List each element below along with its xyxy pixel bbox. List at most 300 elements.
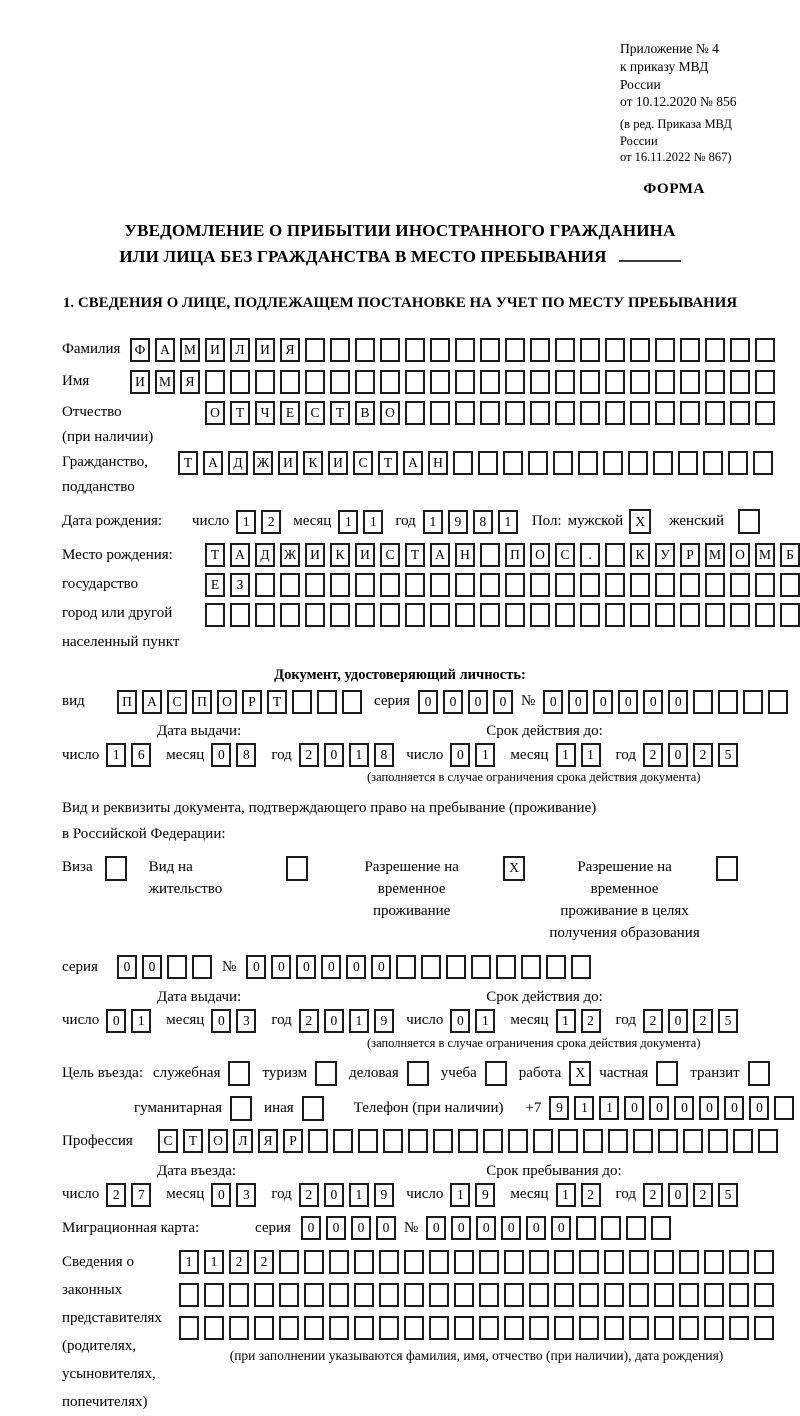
char-cell[interactable] <box>743 690 763 714</box>
char-cell[interactable] <box>504 1250 524 1274</box>
char-cell[interactable] <box>380 370 400 394</box>
char-cell[interactable]: Р <box>242 690 262 714</box>
char-cell[interactable]: 1 <box>599 1096 619 1120</box>
char-cell[interactable]: 9 <box>475 1183 495 1207</box>
char-cell[interactable] <box>558 1129 578 1153</box>
char-cell[interactable]: 1 <box>498 510 518 534</box>
char-cell[interactable]: 0 <box>142 955 162 979</box>
char-cell[interactable] <box>630 338 650 362</box>
char-cell[interactable] <box>279 1283 299 1307</box>
char-cell[interactable]: М <box>155 370 175 394</box>
char-cell[interactable] <box>679 1250 699 1274</box>
char-cell[interactable]: 0 <box>624 1096 644 1120</box>
char-cell[interactable]: Т <box>405 543 425 567</box>
char-cell[interactable] <box>405 573 425 597</box>
char-cell[interactable] <box>380 603 400 627</box>
char-cell[interactable] <box>430 338 450 362</box>
char-cell[interactable] <box>580 370 600 394</box>
char-cell[interactable]: И <box>130 370 150 394</box>
char-cell[interactable]: С <box>305 401 325 425</box>
char-cell[interactable] <box>230 603 250 627</box>
char-cell[interactable] <box>355 603 375 627</box>
char-cell[interactable]: Р <box>283 1129 303 1153</box>
char-cell[interactable]: Т <box>183 1129 203 1153</box>
char-cell[interactable] <box>680 603 700 627</box>
char-cell[interactable] <box>604 1316 624 1340</box>
char-cell[interactable] <box>533 1129 553 1153</box>
char-cell[interactable]: 0 <box>668 690 688 714</box>
char-cell[interactable]: 1 <box>204 1250 224 1274</box>
char-cell[interactable] <box>658 1129 678 1153</box>
char-cell[interactable]: 2 <box>643 743 663 767</box>
char-cell[interactable]: 3 <box>236 1009 256 1033</box>
char-cell[interactable] <box>354 1316 374 1340</box>
char-cell[interactable]: У <box>655 543 675 567</box>
char-cell[interactable] <box>768 690 788 714</box>
char-cell[interactable]: А <box>230 543 250 567</box>
char-cell[interactable] <box>479 1250 499 1274</box>
temp-residence-checkbox[interactable]: X <box>503 856 525 881</box>
char-cell[interactable] <box>479 1316 499 1340</box>
char-cell[interactable] <box>553 451 573 475</box>
char-cell[interactable]: 8 <box>374 743 394 767</box>
char-cell[interactable] <box>305 370 325 394</box>
char-cell[interactable]: Я <box>180 370 200 394</box>
char-cell[interactable] <box>383 1129 403 1153</box>
char-cell[interactable] <box>167 955 187 979</box>
char-cell[interactable]: 5 <box>718 1009 738 1033</box>
char-cell[interactable] <box>753 451 773 475</box>
char-cell[interactable] <box>458 1129 478 1153</box>
char-cell[interactable] <box>480 573 500 597</box>
char-cell[interactable]: 0 <box>450 743 470 767</box>
char-cell[interactable] <box>655 603 675 627</box>
char-cell[interactable]: А <box>403 451 423 475</box>
char-cell[interactable] <box>601 1216 621 1240</box>
char-cell[interactable]: 1 <box>236 510 256 534</box>
char-cell[interactable] <box>421 955 441 979</box>
char-cell[interactable]: 6 <box>131 743 151 767</box>
char-cell[interactable]: 7 <box>131 1183 151 1207</box>
char-cell[interactable]: Д <box>255 543 275 567</box>
char-cell[interactable] <box>480 543 500 567</box>
char-cell[interactable] <box>529 1250 549 1274</box>
char-cell[interactable] <box>454 1250 474 1274</box>
char-cell[interactable]: 1 <box>581 743 601 767</box>
char-cell[interactable] <box>508 1129 528 1153</box>
char-cell[interactable]: 0 <box>749 1096 769 1120</box>
female-checkbox[interactable] <box>738 509 760 534</box>
char-cell[interactable] <box>179 1316 199 1340</box>
humanitarian-checkbox[interactable] <box>230 1096 252 1121</box>
char-cell[interactable] <box>205 370 225 394</box>
char-cell[interactable] <box>254 1283 274 1307</box>
char-cell[interactable]: Т <box>267 690 287 714</box>
char-cell[interactable]: 8 <box>473 510 493 534</box>
char-cell[interactable] <box>680 573 700 597</box>
char-cell[interactable]: 0 <box>371 955 391 979</box>
char-cell[interactable]: О <box>217 690 237 714</box>
char-cell[interactable]: 0 <box>117 955 137 979</box>
char-cell[interactable] <box>605 401 625 425</box>
tourism-checkbox[interactable] <box>315 1061 337 1086</box>
char-cell[interactable] <box>521 955 541 979</box>
char-cell[interactable] <box>554 1283 574 1307</box>
char-cell[interactable]: Я <box>280 338 300 362</box>
char-cell[interactable]: Т <box>230 401 250 425</box>
char-cell[interactable] <box>571 955 591 979</box>
char-cell[interactable] <box>404 1316 424 1340</box>
char-cell[interactable] <box>704 1250 724 1274</box>
char-cell[interactable]: 9 <box>549 1096 569 1120</box>
char-cell[interactable] <box>608 1129 628 1153</box>
char-cell[interactable]: 5 <box>718 743 738 767</box>
char-cell[interactable]: 1 <box>349 1183 369 1207</box>
char-cell[interactable] <box>379 1250 399 1274</box>
char-cell[interactable] <box>555 603 575 627</box>
char-cell[interactable]: Р <box>680 543 700 567</box>
char-cell[interactable] <box>774 1096 794 1120</box>
char-cell[interactable] <box>754 1316 774 1340</box>
char-cell[interactable] <box>530 573 550 597</box>
char-cell[interactable] <box>655 401 675 425</box>
char-cell[interactable] <box>580 603 600 627</box>
char-cell[interactable] <box>728 451 748 475</box>
char-cell[interactable] <box>280 603 300 627</box>
char-cell[interactable] <box>305 338 325 362</box>
char-cell[interactable] <box>408 1129 428 1153</box>
char-cell[interactable]: 0 <box>476 1216 496 1240</box>
char-cell[interactable] <box>304 1250 324 1274</box>
char-cell[interactable]: И <box>255 338 275 362</box>
char-cell[interactable]: С <box>380 543 400 567</box>
char-cell[interactable]: Н <box>455 543 475 567</box>
char-cell[interactable]: 0 <box>668 1183 688 1207</box>
char-cell[interactable]: 0 <box>376 1216 396 1240</box>
char-cell[interactable]: 3 <box>236 1183 256 1207</box>
char-cell[interactable] <box>204 1316 224 1340</box>
char-cell[interactable] <box>705 603 725 627</box>
char-cell[interactable] <box>279 1316 299 1340</box>
char-cell[interactable] <box>555 338 575 362</box>
char-cell[interactable] <box>483 1129 503 1153</box>
char-cell[interactable]: М <box>705 543 725 567</box>
char-cell[interactable] <box>329 1316 349 1340</box>
char-cell[interactable] <box>758 1129 778 1153</box>
char-cell[interactable] <box>329 1283 349 1307</box>
char-cell[interactable]: . <box>580 543 600 567</box>
char-cell[interactable]: И <box>355 543 375 567</box>
char-cell[interactable]: 0 <box>493 690 513 714</box>
char-cell[interactable]: К <box>303 451 323 475</box>
char-cell[interactable] <box>505 603 525 627</box>
char-cell[interactable] <box>355 370 375 394</box>
char-cell[interactable]: А <box>203 451 223 475</box>
char-cell[interactable] <box>279 1250 299 1274</box>
char-cell[interactable] <box>604 1250 624 1274</box>
male-checkbox[interactable]: X <box>629 509 651 534</box>
char-cell[interactable]: 1 <box>556 1009 576 1033</box>
char-cell[interactable] <box>733 1129 753 1153</box>
char-cell[interactable]: 0 <box>211 1009 231 1033</box>
char-cell[interactable] <box>255 603 275 627</box>
char-cell[interactable] <box>480 338 500 362</box>
char-cell[interactable] <box>330 370 350 394</box>
char-cell[interactable] <box>679 1283 699 1307</box>
char-cell[interactable] <box>354 1283 374 1307</box>
char-cell[interactable]: М <box>180 338 200 362</box>
char-cell[interactable] <box>780 573 800 597</box>
char-cell[interactable] <box>280 573 300 597</box>
char-cell[interactable]: 1 <box>338 510 358 534</box>
char-cell[interactable] <box>530 338 550 362</box>
char-cell[interactable]: 1 <box>475 1009 495 1033</box>
char-cell[interactable] <box>679 1316 699 1340</box>
char-cell[interactable] <box>729 1250 749 1274</box>
char-cell[interactable] <box>205 603 225 627</box>
char-cell[interactable]: Л <box>230 338 250 362</box>
char-cell[interactable]: 0 <box>450 1009 470 1033</box>
char-cell[interactable] <box>579 1316 599 1340</box>
char-cell[interactable] <box>405 338 425 362</box>
char-cell[interactable] <box>405 370 425 394</box>
char-cell[interactable] <box>529 1283 549 1307</box>
char-cell[interactable]: 0 <box>668 1009 688 1033</box>
char-cell[interactable] <box>229 1316 249 1340</box>
char-cell[interactable] <box>405 603 425 627</box>
char-cell[interactable] <box>308 1129 328 1153</box>
char-cell[interactable]: 2 <box>106 1183 126 1207</box>
char-cell[interactable]: Ж <box>280 543 300 567</box>
char-cell[interactable] <box>693 690 713 714</box>
char-cell[interactable] <box>454 1316 474 1340</box>
char-cell[interactable]: 0 <box>568 690 588 714</box>
char-cell[interactable] <box>430 401 450 425</box>
char-cell[interactable] <box>780 603 800 627</box>
char-cell[interactable] <box>255 573 275 597</box>
char-cell[interactable] <box>628 451 648 475</box>
char-cell[interactable] <box>528 451 548 475</box>
char-cell[interactable] <box>705 573 725 597</box>
char-cell[interactable] <box>504 1316 524 1340</box>
char-cell[interactable]: 0 <box>668 743 688 767</box>
char-cell[interactable] <box>358 1129 378 1153</box>
char-cell[interactable] <box>680 338 700 362</box>
char-cell[interactable] <box>429 1283 449 1307</box>
char-cell[interactable] <box>380 338 400 362</box>
char-cell[interactable]: 0 <box>593 690 613 714</box>
visa-checkbox[interactable] <box>105 856 127 881</box>
char-cell[interactable]: 0 <box>443 690 463 714</box>
char-cell[interactable]: Ф <box>130 338 150 362</box>
char-cell[interactable]: 0 <box>324 1009 344 1033</box>
char-cell[interactable] <box>480 370 500 394</box>
char-cell[interactable] <box>630 603 650 627</box>
char-cell[interactable]: 8 <box>236 743 256 767</box>
private-checkbox[interactable] <box>656 1061 678 1086</box>
char-cell[interactable]: 0 <box>351 1216 371 1240</box>
char-cell[interactable] <box>329 1250 349 1274</box>
char-cell[interactable] <box>605 573 625 597</box>
char-cell[interactable]: 0 <box>324 1183 344 1207</box>
char-cell[interactable] <box>651 1216 671 1240</box>
work-checkbox[interactable]: X <box>569 1061 591 1086</box>
temp-residence-education-checkbox[interactable] <box>716 856 738 881</box>
char-cell[interactable]: 0 <box>326 1216 346 1240</box>
char-cell[interactable]: 0 <box>106 1009 126 1033</box>
char-cell[interactable] <box>555 370 575 394</box>
char-cell[interactable] <box>479 1283 499 1307</box>
char-cell[interactable] <box>396 955 416 979</box>
char-cell[interactable]: 1 <box>556 1183 576 1207</box>
char-cell[interactable]: О <box>730 543 750 567</box>
char-cell[interactable] <box>629 1316 649 1340</box>
char-cell[interactable] <box>192 955 212 979</box>
char-cell[interactable] <box>655 370 675 394</box>
char-cell[interactable]: 0 <box>643 690 663 714</box>
char-cell[interactable] <box>530 603 550 627</box>
char-cell[interactable]: 0 <box>346 955 366 979</box>
char-cell[interactable]: 0 <box>468 690 488 714</box>
char-cell[interactable] <box>478 451 498 475</box>
char-cell[interactable] <box>704 1316 724 1340</box>
char-cell[interactable]: 2 <box>254 1250 274 1274</box>
char-cell[interactable]: С <box>353 451 373 475</box>
char-cell[interactable] <box>379 1283 399 1307</box>
char-cell[interactable] <box>305 603 325 627</box>
char-cell[interactable] <box>204 1283 224 1307</box>
char-cell[interactable]: 1 <box>475 743 495 767</box>
char-cell[interactable]: Д <box>228 451 248 475</box>
char-cell[interactable]: 0 <box>501 1216 521 1240</box>
char-cell[interactable] <box>654 1250 674 1274</box>
char-cell[interactable]: 1 <box>179 1250 199 1274</box>
char-cell[interactable] <box>704 1283 724 1307</box>
char-cell[interactable]: Я <box>258 1129 278 1153</box>
char-cell[interactable] <box>455 401 475 425</box>
char-cell[interactable]: Ж <box>253 451 273 475</box>
char-cell[interactable] <box>730 338 750 362</box>
char-cell[interactable]: 0 <box>724 1096 744 1120</box>
char-cell[interactable] <box>703 451 723 475</box>
char-cell[interactable] <box>454 1283 474 1307</box>
char-cell[interactable] <box>404 1283 424 1307</box>
char-cell[interactable] <box>680 370 700 394</box>
char-cell[interactable] <box>433 1129 453 1153</box>
char-cell[interactable] <box>480 401 500 425</box>
char-cell[interactable] <box>705 338 725 362</box>
char-cell[interactable]: О <box>380 401 400 425</box>
char-cell[interactable]: 0 <box>451 1216 471 1240</box>
char-cell[interactable]: Е <box>280 401 300 425</box>
char-cell[interactable] <box>304 1283 324 1307</box>
char-cell[interactable]: 2 <box>643 1009 663 1033</box>
char-cell[interactable] <box>280 370 300 394</box>
residence-permit-checkbox[interactable] <box>286 856 308 881</box>
char-cell[interactable]: 0 <box>426 1216 446 1240</box>
char-cell[interactable] <box>603 451 623 475</box>
char-cell[interactable] <box>729 1283 749 1307</box>
char-cell[interactable] <box>292 690 312 714</box>
char-cell[interactable]: 1 <box>574 1096 594 1120</box>
char-cell[interactable]: П <box>192 690 212 714</box>
char-cell[interactable] <box>496 955 516 979</box>
char-cell[interactable] <box>330 573 350 597</box>
char-cell[interactable] <box>730 573 750 597</box>
char-cell[interactable]: 1 <box>363 510 383 534</box>
study-checkbox[interactable] <box>485 1061 507 1086</box>
char-cell[interactable]: 0 <box>674 1096 694 1120</box>
char-cell[interactable]: С <box>158 1129 178 1153</box>
char-cell[interactable]: К <box>330 543 350 567</box>
char-cell[interactable] <box>653 451 673 475</box>
char-cell[interactable] <box>754 1250 774 1274</box>
char-cell[interactable] <box>455 370 475 394</box>
char-cell[interactable]: С <box>167 690 187 714</box>
char-cell[interactable] <box>705 401 725 425</box>
char-cell[interactable] <box>755 401 775 425</box>
char-cell[interactable] <box>317 690 337 714</box>
char-cell[interactable]: 1 <box>450 1183 470 1207</box>
char-cell[interactable] <box>579 1250 599 1274</box>
char-cell[interactable] <box>333 1129 353 1153</box>
business-checkbox[interactable] <box>228 1061 250 1086</box>
char-cell[interactable]: 0 <box>551 1216 571 1240</box>
char-cell[interactable] <box>471 955 491 979</box>
char-cell[interactable] <box>683 1129 703 1153</box>
char-cell[interactable] <box>554 1250 574 1274</box>
char-cell[interactable]: П <box>117 690 137 714</box>
char-cell[interactable] <box>580 401 600 425</box>
char-cell[interactable]: 0 <box>324 743 344 767</box>
char-cell[interactable] <box>229 1283 249 1307</box>
char-cell[interactable] <box>755 338 775 362</box>
char-cell[interactable] <box>708 1129 728 1153</box>
char-cell[interactable] <box>355 338 375 362</box>
char-cell[interactable] <box>755 603 775 627</box>
char-cell[interactable] <box>405 401 425 425</box>
char-cell[interactable] <box>480 603 500 627</box>
char-cell[interactable] <box>580 338 600 362</box>
char-cell[interactable]: И <box>305 543 325 567</box>
char-cell[interactable] <box>583 1129 603 1153</box>
char-cell[interactable]: 9 <box>448 510 468 534</box>
char-cell[interactable] <box>718 690 738 714</box>
char-cell[interactable]: 9 <box>374 1009 394 1033</box>
char-cell[interactable]: 1 <box>349 743 369 767</box>
char-cell[interactable]: 2 <box>581 1009 601 1033</box>
char-cell[interactable] <box>629 1250 649 1274</box>
char-cell[interactable] <box>530 401 550 425</box>
char-cell[interactable] <box>678 451 698 475</box>
char-cell[interactable]: 2 <box>693 1183 713 1207</box>
char-cell[interactable]: Б <box>780 543 800 567</box>
char-cell[interactable]: 2 <box>643 1183 663 1207</box>
char-cell[interactable] <box>330 338 350 362</box>
char-cell[interactable] <box>505 573 525 597</box>
char-cell[interactable]: 0 <box>211 1183 231 1207</box>
char-cell[interactable]: И <box>205 338 225 362</box>
char-cell[interactable]: 1 <box>106 743 126 767</box>
char-cell[interactable] <box>576 1216 596 1240</box>
char-cell[interactable] <box>453 451 473 475</box>
char-cell[interactable] <box>355 573 375 597</box>
char-cell[interactable] <box>579 1283 599 1307</box>
char-cell[interactable] <box>530 370 550 394</box>
char-cell[interactable] <box>404 1250 424 1274</box>
char-cell[interactable] <box>555 401 575 425</box>
other-checkbox[interactable] <box>302 1096 324 1121</box>
